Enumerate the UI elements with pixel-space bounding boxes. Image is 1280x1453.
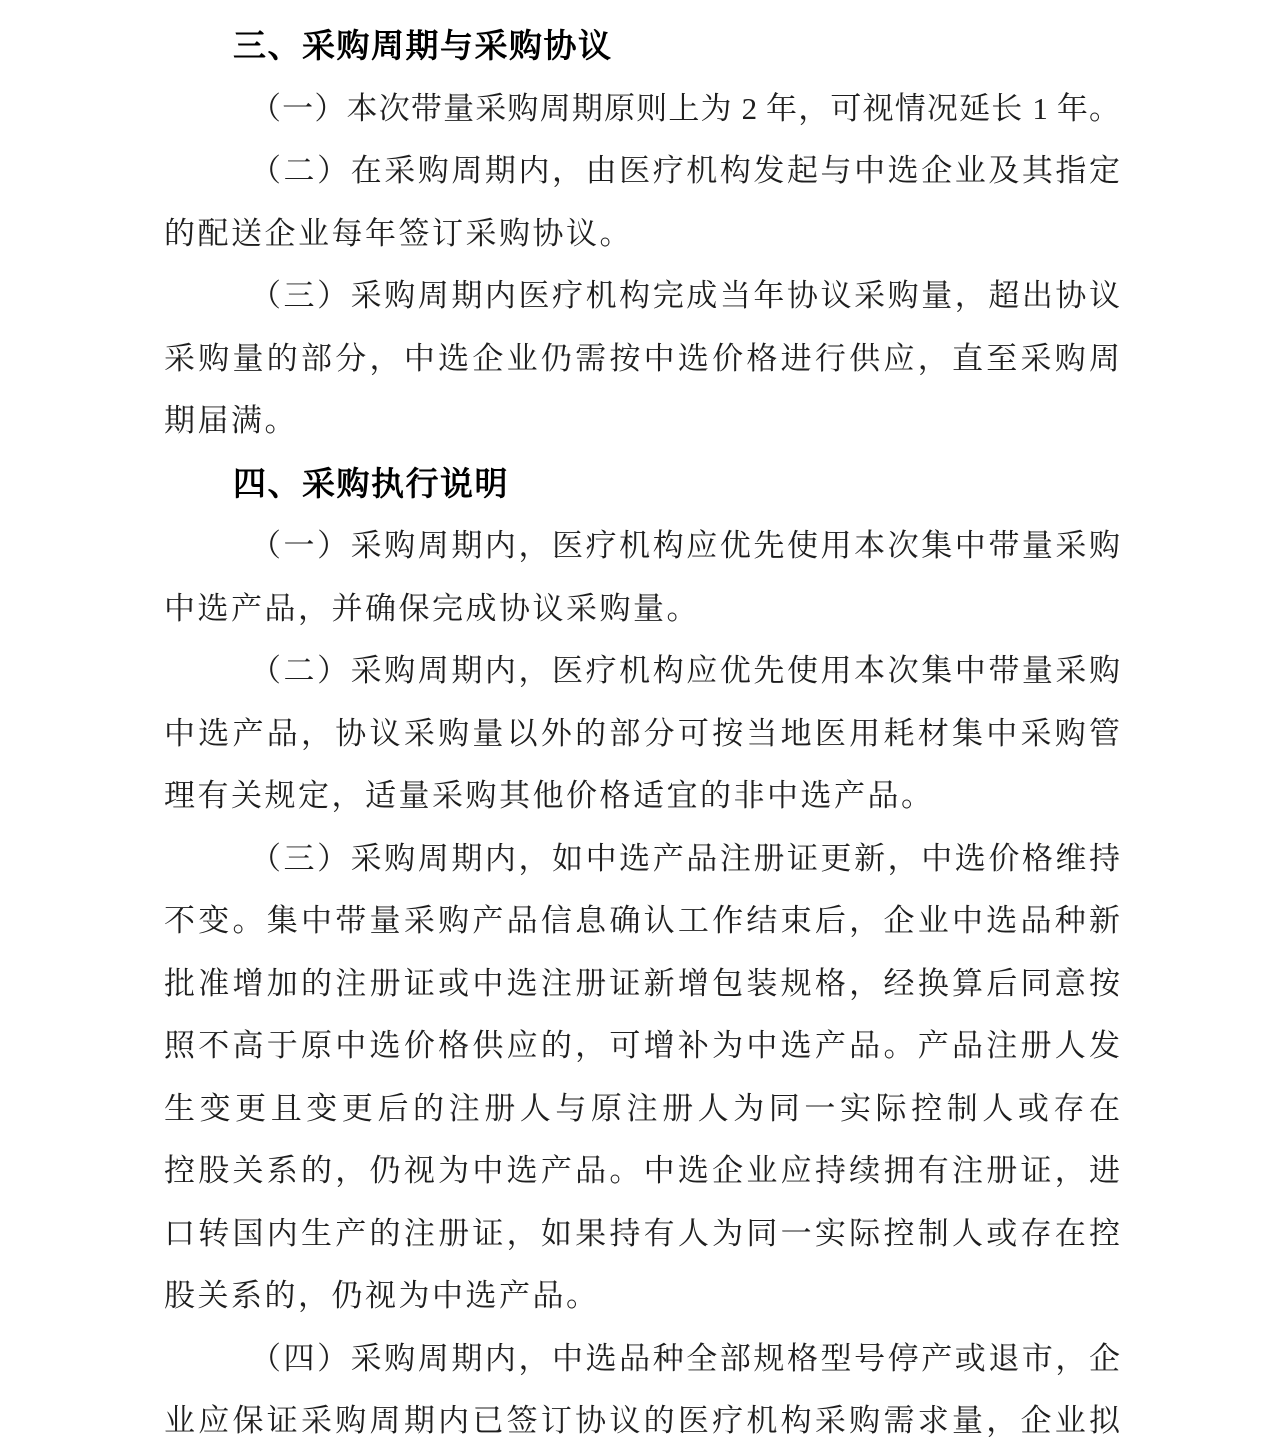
text-line: 业应保证采购周期内已签订协议的医疗机构采购需求量，企业拟: [164, 1403, 1120, 1438]
text-line: （一）本次带量采购周期原则上为 2 年，可视情况延长 1 年。: [250, 90, 1120, 126]
text-line: （二）在采购周期内，由医疗机构发起与中选企业及其指定: [250, 153, 1120, 188]
text-line: 期届满。: [164, 403, 298, 438]
text-line: 股关系的，仍视为中选产品。: [164, 1278, 600, 1313]
section-3-heading: 三、采购周期与采购协议: [233, 27, 613, 64]
text-line: （二）采购周期内，医疗机构应优先使用本次集中带量采购: [250, 653, 1120, 688]
section-4-heading: 四、采购执行说明: [233, 464, 509, 502]
text-line: （三）采购周期内，如中选产品注册证更新，中选价格维持: [250, 840, 1120, 876]
text-line: 不变。集中带量采购产品信息确认工作结束后，企业中选品种新: [164, 903, 1120, 938]
document-page: [164, 15, 1120, 1453]
text-line: 理有关规定，适量采购其他价格适宜的非中选产品。: [164, 778, 935, 813]
text-line: 控股关系的，仍视为中选产品。中选企业应持续拥有注册证，进: [164, 1153, 1120, 1188]
text-line: 采购量的部分，中选企业仍需按中选价格进行供应，直至采购周: [164, 340, 1120, 376]
text-line: 照不高于原中选价格供应的，可增补为中选产品。产品注册人发: [164, 1028, 1120, 1063]
text-line: （三）采购周期内医疗机构完成当年协议采购量，超出协议: [250, 278, 1120, 313]
text-line: 批准增加的注册证或中选注册证新增包装规格，经换算后同意按: [164, 965, 1120, 1001]
text-line: 生变更且变更后的注册人与原注册人为同一实际控制人或存在: [164, 1090, 1120, 1126]
text-line: （四）采购周期内，中选品种全部规格型号停产或退市，企: [250, 1340, 1120, 1376]
text-line: 口转国内生产的注册证，如果持有人为同一实际控制人或存在控: [164, 1215, 1120, 1251]
text-line: 中选产品，协议采购量以外的部分可按当地医用耗材集中采购管: [164, 715, 1120, 751]
text-line: 的配送企业每年签订采购协议。: [164, 215, 633, 251]
text-line: （一）采购周期内，医疗机构应优先使用本次集中带量采购: [250, 528, 1120, 563]
text-line: 中选产品，并确保完成协议采购量。: [164, 590, 700, 626]
